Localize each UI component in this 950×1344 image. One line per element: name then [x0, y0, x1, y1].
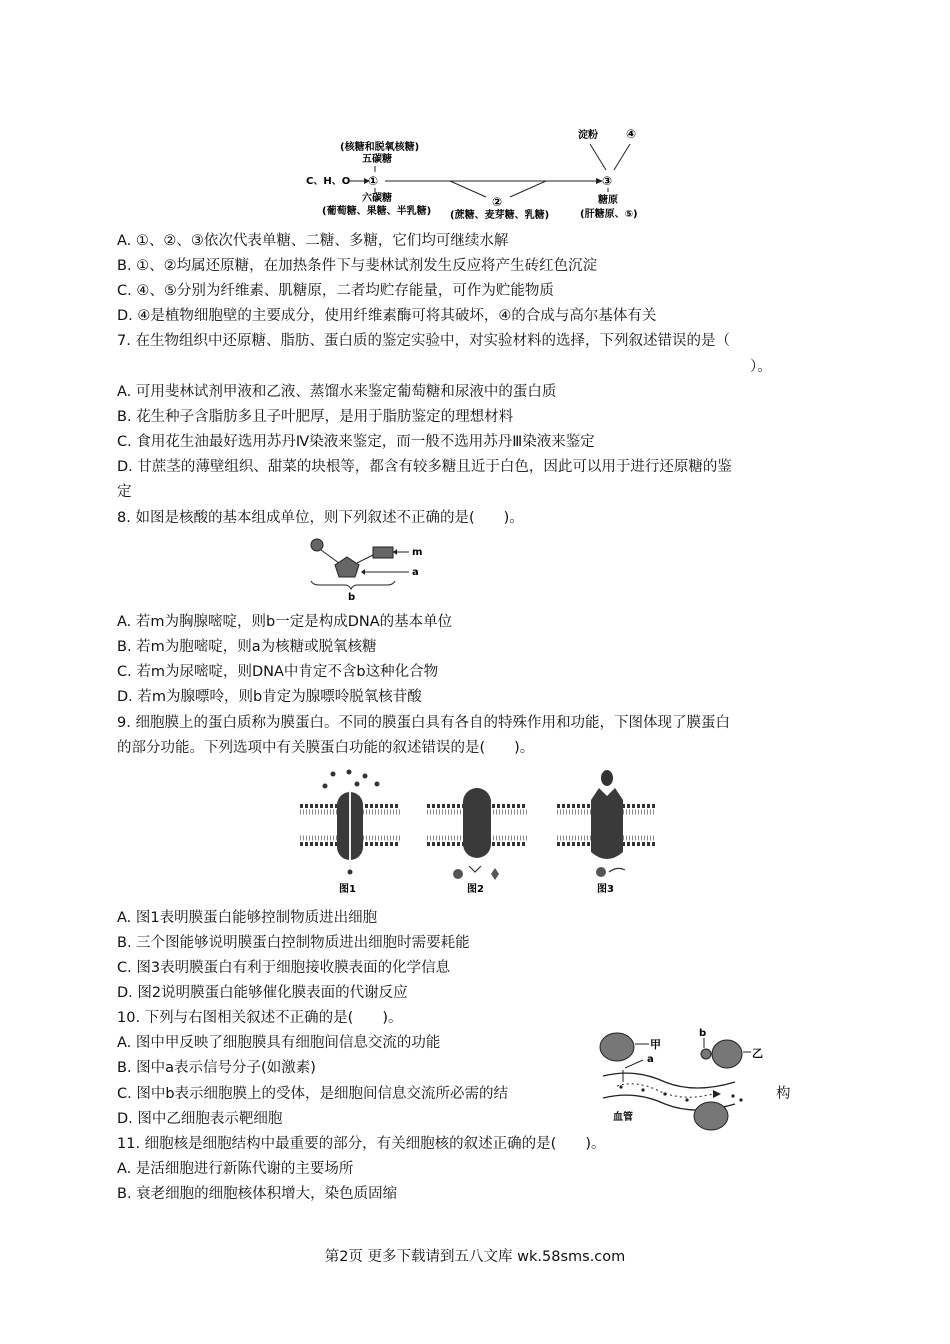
- label-yi: 乙: [752, 1047, 763, 1060]
- membrane-panel-1: [300, 770, 400, 896]
- node-4: ④: [626, 127, 637, 141]
- cell-jia: [600, 1033, 634, 1061]
- q9-option-d: D. 图2说明膜蛋白能够催化膜表面的代谢反应: [117, 985, 408, 1001]
- phosphate-circle: [311, 539, 323, 551]
- page-footer: 第2页 更多下载请到五八文库 wk.58sms.com: [324, 1249, 626, 1265]
- q7-option-d: D. 甘蔗茎的薄壁组织、甜菜的块根等，都含有较多糖且近于白色，因此可以用于进行还原糖的鉴: [117, 459, 732, 475]
- base-rectangle: [373, 547, 393, 558]
- q10-option-a: A. 图中甲反映了细胞膜具有细胞间信息交流的功能: [117, 1035, 441, 1051]
- q7-stem: 7. 在生物组织中还原糖、脂肪、蛋白质的鉴定实验中，对实验材料的选择，下列叙述错误的是（: [117, 333, 730, 349]
- q9-stem-line1: 9. 细胞膜上的蛋白质称为膜蛋白。不同的膜蛋白具有各自的特殊作用和功能，下图体现了膜蛋白: [117, 715, 730, 731]
- q9-option-c: C. 图3表明膜蛋白有利于细胞接收膜表面的化学信息: [117, 960, 451, 976]
- q6-option-d: D. ④是植物细胞壁的主要成分，使用纤维素酶可将其破坏，④的合成与高尔基体有关: [117, 308, 657, 324]
- node-1: ①: [368, 174, 379, 188]
- five-carbon-label: 五碳糖: [362, 154, 392, 165]
- pentose-pentagon: [335, 557, 359, 577]
- q9-stem-line2: 的部分功能。下列选项中有关膜蛋白功能的叙述错误的是( )。: [117, 740, 535, 756]
- q6-option-a: A. ①、②、③依次代表单糖、二糖、多糖，它们均可继续水解: [117, 233, 509, 249]
- cell-signaling-diagram: [595, 1024, 770, 1134]
- q6-option-c: C. ④、⑤分别为纤维素、肌糖原，二者均贮存能量，可作为贮能物质: [117, 283, 554, 299]
- q8-option-a: A. 若m为胸腺嘧啶，则b一定是构成DNA的基本单位: [117, 614, 453, 630]
- q10-option-b: B. 图中a表示信号分子(如激素): [117, 1060, 316, 1076]
- six-carbon-examples: (葡萄糖、果糖、半乳糖): [322, 206, 432, 217]
- q8-option-d: D. 若m为腺嘌呤，则b肯定为腺嘌呤脱氧核苷酸: [117, 689, 422, 705]
- disaccharide-examples: (蔗糖、麦芽糖、乳糖): [450, 210, 550, 221]
- label-b: b: [348, 592, 356, 603]
- five-carbon-examples: (核糖和脱氧核糖): [340, 142, 420, 153]
- q7-option-c: C. 食用花生油最好选用苏丹Ⅳ染液来鉴定，而一般不选用苏丹Ⅲ染液来鉴定: [117, 434, 595, 450]
- q7-option-b: B. 花生种子含脂肪多且子叶肥厚，是用于脂肪鉴定的理想材料: [117, 409, 514, 425]
- node-2: ②: [492, 195, 503, 209]
- cell-yi: [712, 1040, 742, 1068]
- glycogen-label: 糖原: [598, 195, 618, 206]
- q10-stem: 10. 下列与右图相关叙述不正确的是( )。: [117, 1010, 403, 1026]
- label-a: a: [412, 567, 419, 578]
- q11-stem: 11. 细胞核是细胞结构中最重要的部分，有关细胞核的叙述正确的是( )。: [117, 1136, 606, 1152]
- q6-option-b: B. ①、②均属还原糖，在加热条件下与斐林试剂发生反应将产生砖红色沉淀: [117, 258, 598, 274]
- label-m: m: [412, 547, 423, 558]
- q10-option-c: C. 图中b表示细胞膜上的受体，是细胞间信息交流所必需的结: [117, 1086, 509, 1102]
- q9-option-a: A. 图1表明膜蛋白能够控制物质进出细胞: [117, 910, 378, 926]
- glycogen-examples: (肝糖原、⑤): [580, 209, 638, 220]
- label-b: b: [699, 1028, 707, 1039]
- q11-option-b: B. 衰老细胞的细胞核体积增大，染色质固缩: [117, 1186, 398, 1202]
- elements-label: C、H、O: [306, 176, 351, 187]
- sugar-classification-diagram: [300, 126, 650, 224]
- q10-option-d: D. 图中乙细胞表示靶细胞: [117, 1111, 283, 1127]
- membrane-panel-2: [427, 788, 527, 895]
- receptor-b: [701, 1049, 711, 1059]
- q7-option-d-continued: 定: [117, 484, 132, 500]
- label-jia: 甲: [650, 1038, 661, 1051]
- starch-label: 淀粉: [578, 130, 598, 141]
- fig-label-2: 图2: [467, 884, 484, 895]
- q11-option-a: A. 是活细胞进行新陈代谢的主要场所: [117, 1161, 354, 1177]
- q7-option-a: A. 可用斐林试剂甲液和乙液、蒸馏水来鉴定葡萄糖和尿液中的蛋白质: [117, 384, 557, 400]
- fig-label-1: 图1: [339, 884, 356, 895]
- node-3: ③: [602, 174, 613, 188]
- membrane-protein-figure: [295, 768, 655, 898]
- membrane-panel-3: [557, 770, 655, 895]
- q8-option-c: C. 若m为尿嘧啶，则DNA中肯定不含b这种化合物: [117, 664, 439, 680]
- six-carbon-label: 六碳糖: [362, 193, 392, 204]
- cell-lower: [694, 1102, 728, 1130]
- q10-option-c-tail: 构: [776, 1086, 791, 1102]
- label-a: a: [647, 1054, 654, 1065]
- fig-label-3: 图3: [597, 884, 614, 895]
- q9-option-b: B. 三个图能够说明膜蛋白控制物质进出细胞时需要耗能: [117, 935, 470, 951]
- q7-stem-end: ）。: [750, 359, 772, 375]
- nucleotide-diagram: [305, 535, 440, 603]
- q8-option-b: B. 若m为胞嘧啶，则a为核糖或脱氧核糖: [117, 639, 377, 655]
- label-vessel: 血管: [613, 1112, 633, 1123]
- q8-stem: 8. 如图是核酸的基本组成单位，则下列叙述不正确的是( )。: [117, 510, 524, 526]
